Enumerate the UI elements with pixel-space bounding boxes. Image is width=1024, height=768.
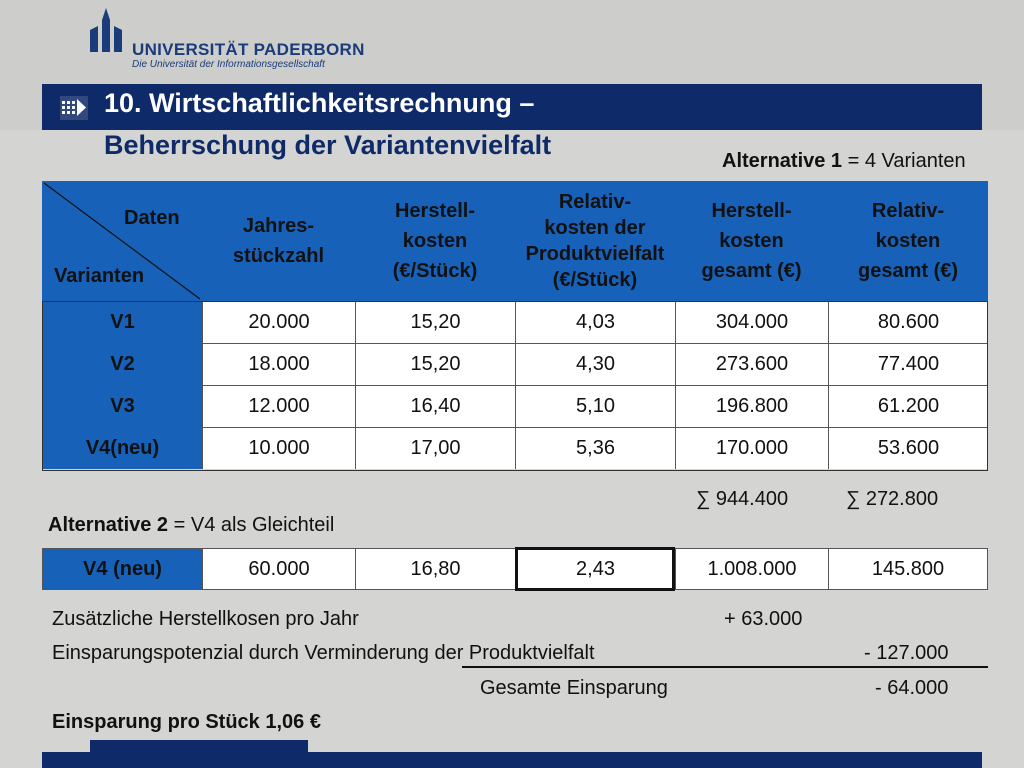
alternative2-label: Alternative 2	[48, 514, 169, 536]
value-cell: 4,03	[515, 301, 675, 343]
corner-label-daten: Daten	[124, 207, 180, 229]
value-cell: 16,40	[355, 385, 515, 427]
value-cell: 61.200	[828, 385, 988, 427]
page-title-line2: Beherrschung der Variantenvielfalt	[104, 130, 552, 160]
sum-rule	[462, 666, 988, 668]
table-header	[42, 181, 988, 301]
value-cell: 170.000	[675, 427, 828, 469]
value-cell: 2,43	[515, 548, 675, 590]
alternative2-caption	[48, 514, 334, 537]
logo-subtitle: Die Universität der Informationsgesellschaft	[132, 59, 325, 70]
table-row	[42, 343, 988, 385]
value-cell: 196.800	[675, 385, 828, 427]
alternative2-text: = V4 als Gleichteil	[173, 514, 335, 536]
value-cell: 80.600	[828, 301, 988, 343]
university-emblem-icon	[86, 6, 126, 56]
value-cell: 15,20	[355, 301, 515, 343]
value-cell: 145.800	[828, 548, 988, 590]
value-cell: 15,20	[355, 343, 515, 385]
einsparpotenzial-value: - 127.000	[864, 642, 949, 664]
value-cell: 12.000	[202, 385, 355, 427]
value-cell: 60.000	[202, 548, 355, 590]
value-cell: 18.000	[202, 343, 355, 385]
alternative2-row	[42, 548, 988, 590]
gesamt-label: Gesamte Einsparung	[480, 677, 668, 699]
value-cell: 4,30	[515, 343, 675, 385]
value-cell: 5,36	[515, 427, 675, 469]
value-cell: 77.400	[828, 343, 988, 385]
einsparung-pro-stueck: Einsparung pro Stück 1,06 €	[52, 711, 321, 733]
arrow-dots-icon	[60, 96, 88, 120]
value-cell: 10.000	[202, 427, 355, 469]
header-relativkosten-produktvielfalt: Relativ- kosten der Produktvielfalt (€/Stück)	[515, 181, 675, 301]
variant-cell: V1	[42, 301, 202, 343]
zusatz-label: Zusätzliche Herstellkosen pro Jahr	[52, 608, 359, 630]
header-corner-cell	[42, 181, 202, 301]
table-row	[42, 385, 988, 427]
header-jahresstueckzahl: Jahres- stückzahl	[202, 181, 355, 301]
value-cell: 16,80	[355, 548, 515, 590]
alternative1-caption	[722, 150, 966, 173]
sum-relativkosten: ∑ 272.800	[846, 488, 939, 510]
gesamt-value: - 64.000	[875, 677, 949, 699]
value-cell: 53.600	[828, 427, 988, 469]
logo-name: UNIVERSITÄT PADERBORN	[132, 40, 365, 59]
value-cell: 1.008.000	[675, 548, 828, 590]
value-cell: 5,10	[515, 385, 675, 427]
value-cell: 273.600	[675, 343, 828, 385]
einsparpotenzial-label: Einsparungspotenzial durch Verminderung der Produktvielfalt	[52, 642, 595, 664]
sum-herstellkosten: ∑ 944.400	[696, 488, 789, 510]
zusatz-value: + 63.000	[724, 608, 803, 630]
value-cell: 20.000	[202, 301, 355, 343]
header-herstellkosten-gesamt: Herstell- kosten gesamt (€)	[675, 181, 828, 301]
variant-cell: V2	[42, 343, 202, 385]
alternative1-text: = 4 Varianten	[847, 150, 966, 172]
header-relativkosten-gesamt: Relativ- kosten gesamt (€)	[828, 181, 988, 301]
bottom-band	[42, 752, 982, 768]
table-row	[42, 427, 988, 469]
value-cell: 304.000	[675, 301, 828, 343]
corner-label-varianten: Varianten	[54, 265, 145, 287]
header-herstellkosten: Herstell- kosten (€/Stück)	[355, 181, 515, 301]
bottom-accent	[90, 740, 308, 752]
variant-cell: V4 (neu)	[42, 548, 202, 590]
variant-cell: V4(neu)	[42, 427, 202, 469]
table-row	[42, 301, 988, 343]
value-cell: 17,00	[355, 427, 515, 469]
alternative1-label: Alternative 1	[722, 150, 843, 172]
variant-cell: V3	[42, 385, 202, 427]
page-title-line1: 10. Wirtschaftlichkeitsrechnung –	[104, 88, 535, 118]
university-logo	[86, 6, 365, 70]
